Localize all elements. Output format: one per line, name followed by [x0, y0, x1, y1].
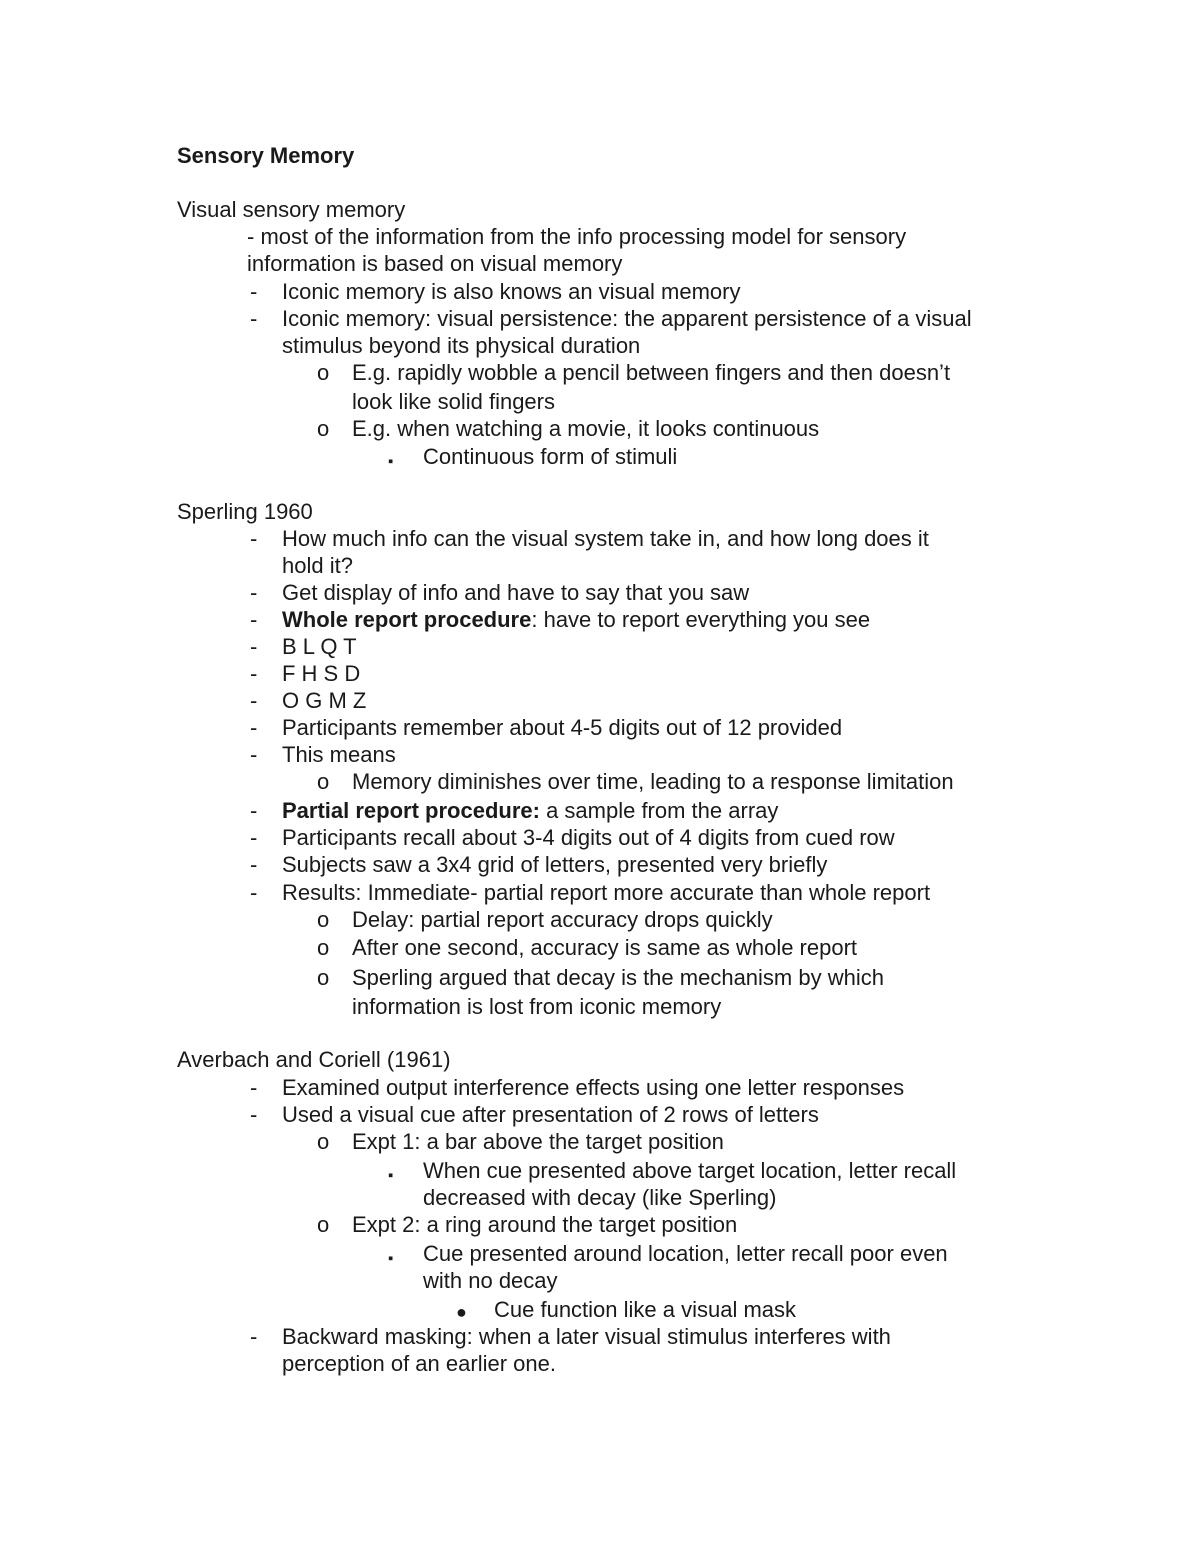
note-line: Iconic memory is also knows an visual memory	[282, 279, 741, 304]
note-line: Cue presented around location, letter recall poor even	[423, 1241, 948, 1266]
bullet-marker: -	[250, 607, 258, 632]
note-line: Examined output interference effects using one letter responses	[282, 1075, 905, 1100]
bullet-marker: -	[250, 742, 258, 767]
note-line: B L Q T	[282, 634, 357, 659]
bullet-marker: o	[317, 1129, 330, 1154]
note-line: O G M Z	[282, 688, 367, 713]
bullet-marker: ▪	[388, 1250, 394, 1267]
note-line: Visual sensory memory	[177, 197, 406, 222]
bullet-marker: o	[317, 416, 330, 441]
bullet-marker: o	[317, 1212, 330, 1237]
bold-term: Whole report procedure	[282, 607, 532, 632]
note-text: : have to report everything you see	[531, 607, 871, 632]
bullet-marker: ▪	[388, 453, 394, 470]
note-line: - most of the information from the info processing model for sensory	[247, 224, 907, 249]
bullet-marker: o	[317, 360, 330, 385]
note-line: information is lost from iconic memory	[352, 994, 722, 1019]
note-line: Used a visual cue after presentation of 2 rows of letters	[282, 1102, 819, 1127]
note-line: information is based on visual memory	[247, 251, 623, 276]
note-line: Expt 2: a ring around the target position	[352, 1212, 738, 1237]
document-title: Sensory Memory	[177, 143, 355, 168]
note-line: F H S D	[282, 661, 361, 686]
note-line: stimulus beyond its physical duration	[282, 333, 641, 358]
note-line: Memory diminishes over time, leading to a response limitation	[352, 769, 954, 794]
bullet-marker: -	[250, 526, 258, 551]
bullet-marker: -	[250, 688, 258, 713]
note-line: Expt 1: a bar above the target position	[352, 1129, 724, 1154]
bullet-marker: o	[317, 935, 330, 960]
bullet-marker: -	[250, 825, 258, 850]
bullet-marker: ▪	[388, 1167, 394, 1184]
note-line: Averbach and Coriell (1961)	[177, 1047, 451, 1072]
bullet-marker: o	[317, 965, 330, 990]
bullet-marker: o	[317, 769, 330, 794]
note-line: When cue presented above target location, letter recall	[423, 1158, 957, 1183]
note-line	[282, 606, 870, 633]
note-line: decreased with decay (like Sperling)	[423, 1185, 777, 1210]
bullet-marker: -	[250, 852, 258, 877]
note-line: Participants recall about 3-4 digits out of 4 digits from cued row	[282, 825, 895, 850]
bullet-marker: o	[317, 907, 330, 932]
note-line: Backward masking: when a later visual stimulus interferes with	[282, 1324, 891, 1349]
bold-term: Partial report procedure:	[282, 798, 540, 823]
bullet-marker: -	[250, 1324, 258, 1349]
bullet-marker: -	[250, 1102, 258, 1127]
note-line	[282, 797, 778, 824]
note-line: E.g. when watching a movie, it looks continuous	[352, 416, 820, 441]
note-line: Get display of info and have to say that you saw	[282, 580, 750, 605]
note-line: look like solid fingers	[352, 389, 555, 414]
bullet-marker: -	[250, 798, 258, 823]
note-line: Cue function like a visual mask	[494, 1297, 797, 1322]
bullet-marker: -	[250, 1075, 258, 1100]
bullet-marker: -	[250, 306, 258, 331]
note-line: with no decay	[423, 1268, 558, 1293]
bullet-marker: -	[250, 880, 258, 905]
note-line: Subjects saw a 3x4 grid of letters, presented very briefly	[282, 852, 828, 877]
bullet-marker: -	[250, 661, 258, 686]
note-line: E.g. rapidly wobble a pencil between fingers and then doesn’t	[352, 360, 951, 385]
note-line: Continuous form of stimuli	[423, 444, 678, 469]
note-line: How much info can the visual system take in, and how long does it	[282, 526, 929, 551]
note-line: perception of an earlier one.	[282, 1351, 556, 1376]
note-line: This means	[282, 742, 396, 767]
note-line: Sperling 1960	[177, 499, 313, 524]
bullet-marker: -	[250, 634, 258, 659]
note-line: Results: Immediate- partial report more accurate than whole report	[282, 880, 931, 905]
bullet-marker: -	[250, 279, 258, 304]
note-line: Sperling argued that decay is the mechanism by which	[352, 965, 884, 990]
note-line: Delay: partial report accuracy drops quickly	[352, 907, 773, 932]
note-line: Participants remember about 4-5 digits out of 12 provided	[282, 715, 843, 740]
bullet-marker: ●	[456, 1302, 467, 1322]
bullet-marker: -	[250, 580, 258, 605]
note-text: a sample from the array	[539, 798, 779, 823]
bullet-marker: -	[250, 715, 258, 740]
note-line: Iconic memory: visual persistence: the apparent persistence of a visual	[282, 306, 972, 331]
note-line: After one second, accuracy is same as whole report	[352, 935, 858, 960]
note-line: hold it?	[282, 553, 353, 578]
